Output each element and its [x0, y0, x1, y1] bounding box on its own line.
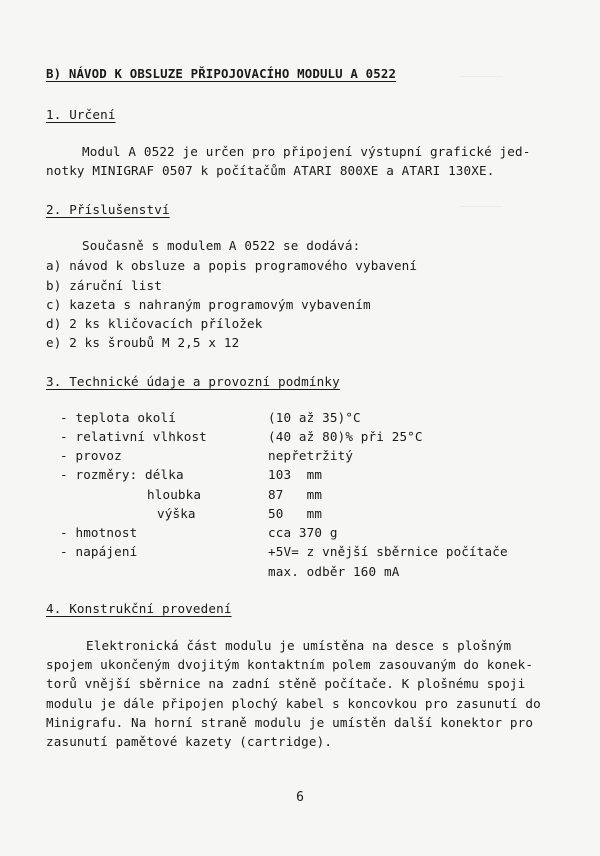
accessory-item: e) 2 ks šroubů M 2,5 x 12: [46, 335, 240, 350]
spec-label: - teplota okolí: [60, 410, 176, 425]
section-1-title: 1. Určení: [46, 107, 116, 122]
spec-label: - relativní vlhkost: [60, 429, 207, 444]
section-4-text-line: modulu je dále připojen plochý kabel s koncovkou pro zasunutí do: [46, 696, 541, 711]
accessory-item: c) kazeta s nahraným programovým vybavením: [46, 297, 371, 312]
bleed-through-mark: _______: [460, 66, 503, 77]
spec-label: - rozměry: délka: [60, 467, 184, 482]
spec-label: - napájení: [60, 544, 138, 559]
section-4-text-line: Minigrafu. Na horní straně modulu je umístěn další konektor pro: [46, 715, 534, 730]
section-4-text-line: zasunutí pamětové kazety (cartridge).: [46, 734, 333, 749]
spec-label: - provoz: [60, 448, 122, 463]
spec-value: 50 mm: [268, 506, 323, 521]
section-1-text-line: Modul A 0522 je určen pro připojení výstupní grafické jed-: [82, 144, 531, 159]
section-4-text-line: spojem ukončeným dvojitým kontaktním polem zasouvaným do konek-: [46, 657, 534, 672]
section-2-title: 2. Příslušenství: [46, 202, 170, 217]
spec-value: 103 mm: [268, 467, 323, 482]
spec-value: (40 až 80)% při 25°C: [268, 429, 423, 444]
section-4-text-line: torů vnější sběrnice na zadní stěně počítače. K plošnému spoji: [46, 676, 526, 691]
spec-label: výška: [157, 506, 196, 521]
document-heading: B) NÁVOD K OBSLUZE PŘIPOJOVACÍHO MODULU A 0522: [46, 66, 397, 81]
spec-value: +5V= z vnější sběrnice počítače: [268, 544, 508, 559]
section-4-text-line: Elektronická část modulu je umístěna na desce s plošným: [86, 638, 512, 653]
accessory-item: b) záruční list: [46, 278, 162, 293]
spec-value: 87 mm: [268, 487, 323, 502]
accessory-item: d) 2 ks kličovacích příložek: [46, 316, 263, 331]
bleed-through-mark: _______: [460, 196, 503, 207]
spec-value: max. odběr 160 mA: [268, 564, 400, 579]
spec-label: - hmotnost: [60, 525, 138, 540]
page-number: 6: [296, 790, 304, 805]
section-2-intro: Současně s modulem A 0522 se dodává:: [82, 238, 361, 253]
spec-value: cca 370 g: [268, 525, 338, 540]
accessory-item: a) návod k obsluze a popis programového vybavení: [46, 258, 418, 273]
section-1-text-line: notky MINIGRAF 0507 k počítačům ATARI 800XE a ATARI 130XE.: [46, 163, 495, 178]
spec-value: (10 až 35)°C: [268, 410, 361, 425]
section-4-title: 4. Konstrukční provedení: [46, 601, 232, 616]
spec-label: hloubka: [147, 487, 202, 502]
section-3-title: 3. Technické údaje a provozní podmínky: [46, 374, 340, 389]
spec-value: nepřetržitý: [268, 448, 354, 463]
